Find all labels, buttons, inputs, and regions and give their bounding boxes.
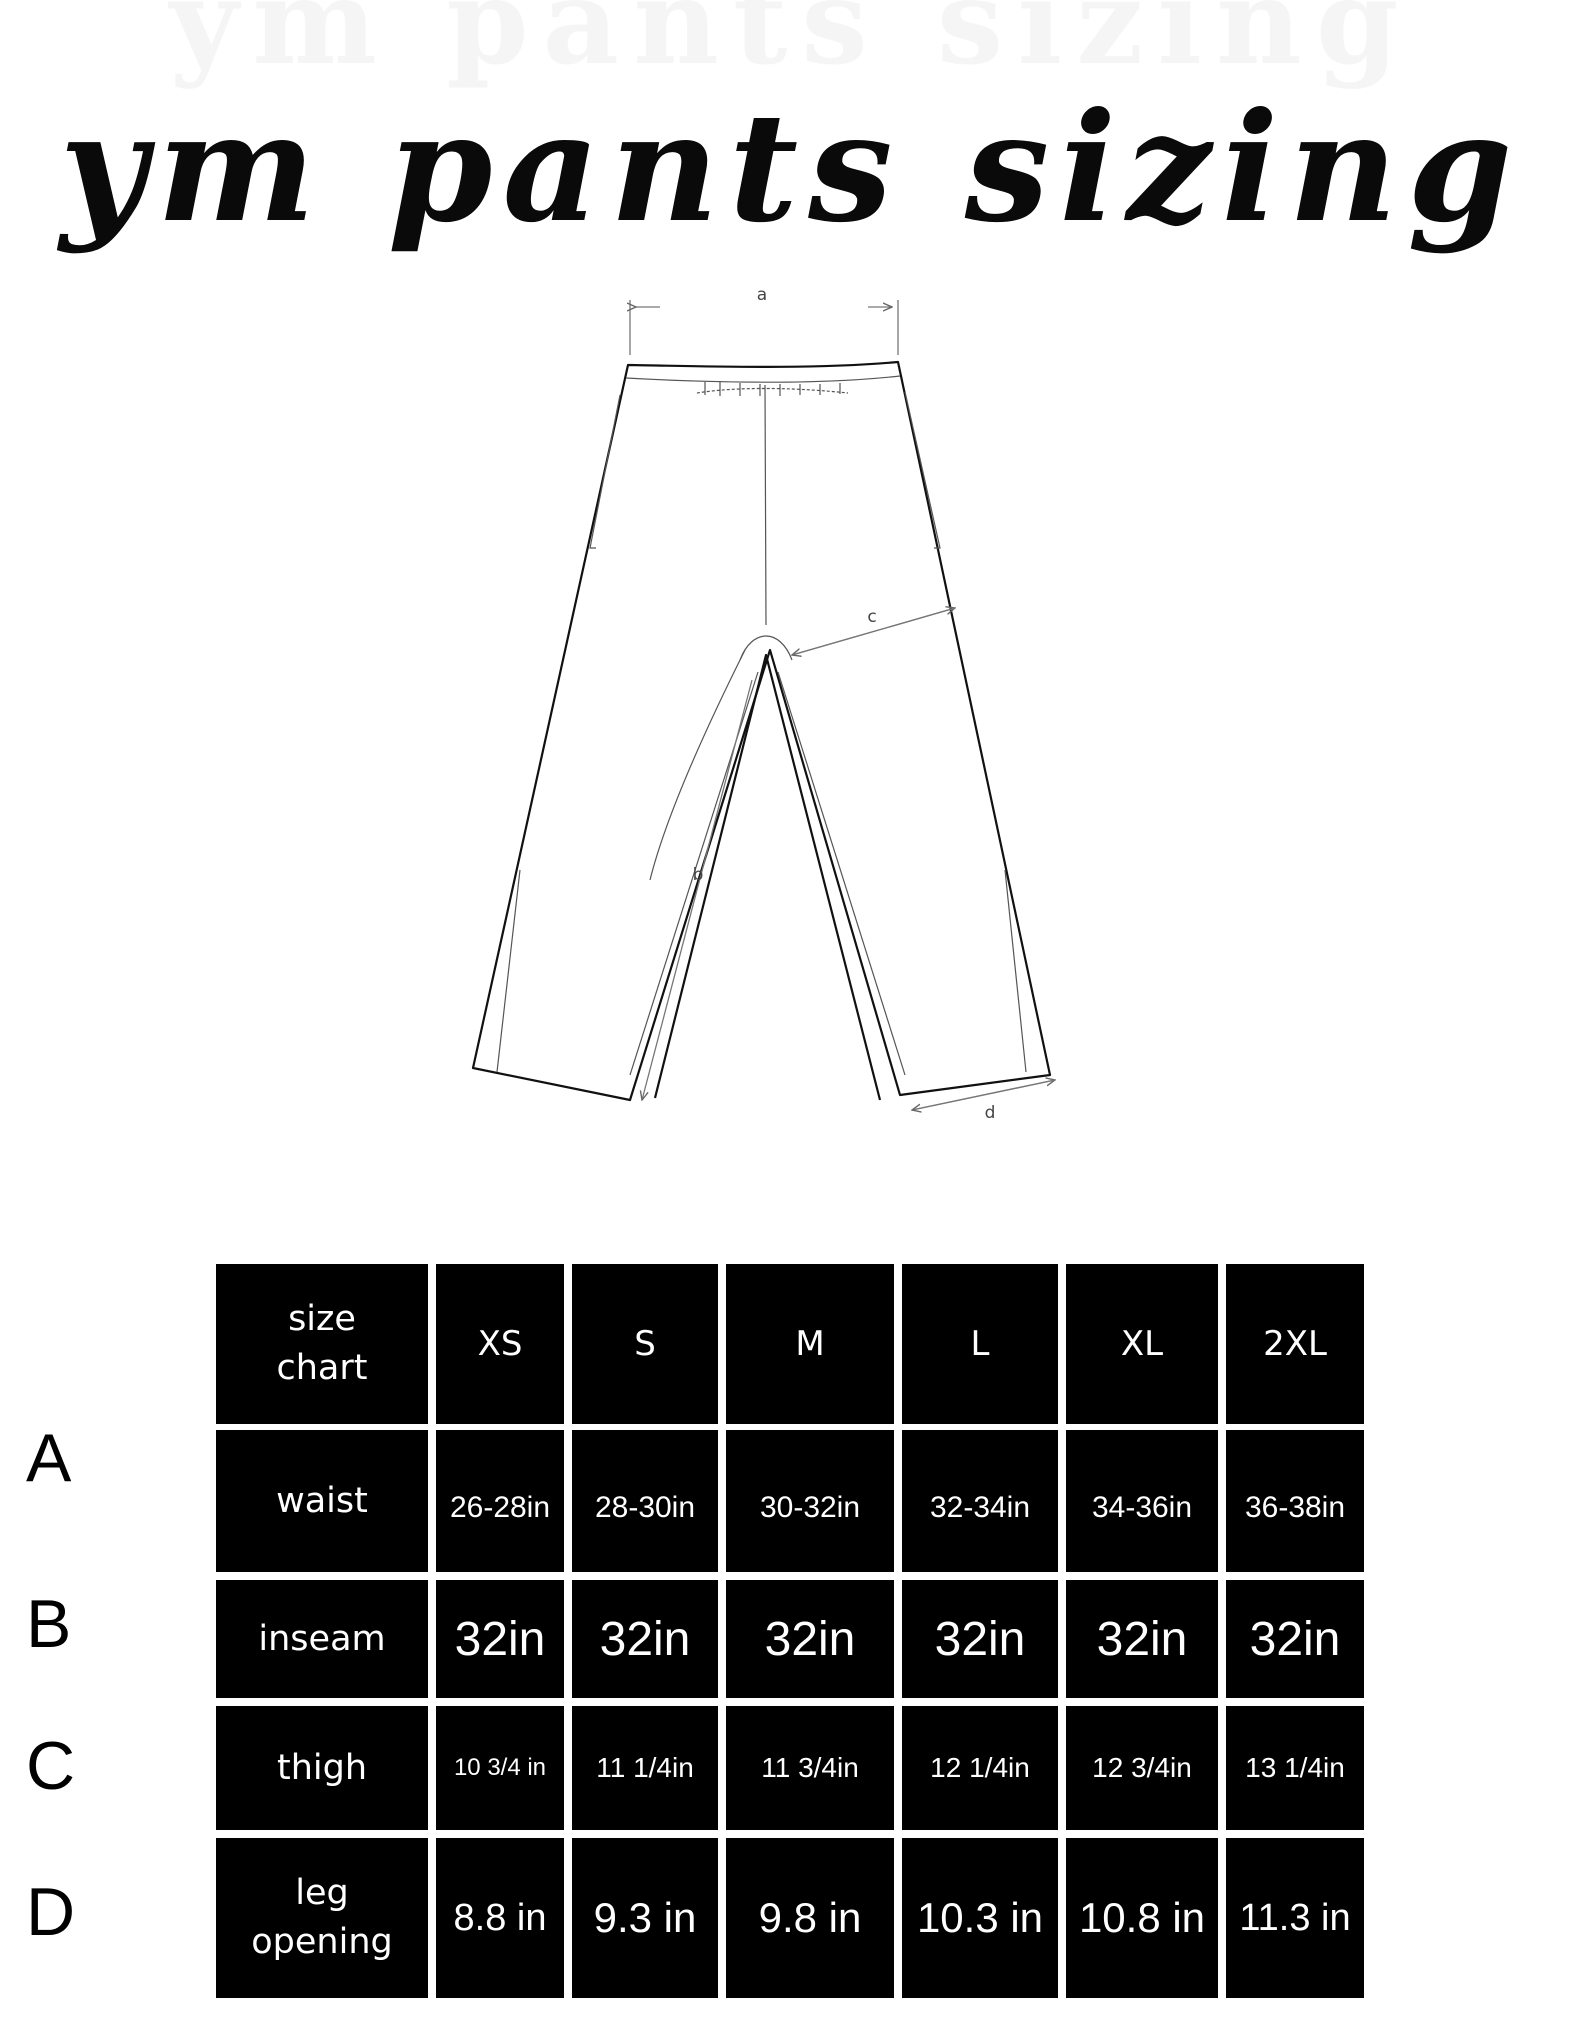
left-pocket xyxy=(590,395,620,548)
leg-opening-l: 10.3 in xyxy=(902,1838,1058,1998)
size-header-l: L xyxy=(902,1264,1058,1424)
thigh-m: 11 3/4in xyxy=(726,1706,894,1830)
row-letter-b: B xyxy=(26,1586,72,1662)
left-side-panel xyxy=(497,870,520,1072)
leg-opening-xl: 10.8 in xyxy=(1066,1838,1218,1998)
size-header-m: M xyxy=(726,1264,894,1424)
waistband-line xyxy=(626,376,900,382)
inseam-2xl: 32in xyxy=(1226,1580,1364,1698)
crotch-inner-line xyxy=(655,655,880,1100)
size-header-xl: XL xyxy=(1066,1264,1218,1424)
inseam-xl: 32in xyxy=(1066,1580,1218,1698)
size-header-2xl: 2XL xyxy=(1226,1264,1364,1424)
dim-label-d: d xyxy=(984,1103,996,1123)
inseam-l: 32in xyxy=(902,1580,1058,1698)
center-seam xyxy=(765,385,766,625)
row-letter-a: A xyxy=(26,1420,72,1496)
inseam-s: 32in xyxy=(572,1580,718,1698)
thigh-xs: 10 3/4 in xyxy=(436,1706,564,1830)
waist-2xl: 36-38in xyxy=(1226,1430,1364,1572)
waist-s: 28-30in xyxy=(572,1430,718,1572)
row-label-inseam: inseam xyxy=(216,1580,428,1698)
leg-opening-2xl: 11.3 in xyxy=(1226,1838,1364,1998)
row-letter-d: D xyxy=(26,1874,76,1950)
dim-label-a: a xyxy=(756,285,768,305)
row-label-waist: waist xyxy=(216,1430,428,1572)
row-label-thigh: thigh xyxy=(216,1706,428,1830)
pants-outline xyxy=(473,362,1050,1100)
thigh-s: 11 1/4in xyxy=(572,1706,718,1830)
right-side-panel xyxy=(1005,870,1026,1072)
thigh-l: 12 1/4in xyxy=(902,1706,1058,1830)
pants-diagram xyxy=(440,270,1140,1130)
dim-label-c: c xyxy=(867,607,877,627)
inseam-m: 32in xyxy=(726,1580,894,1698)
inseam-xs: 32in xyxy=(436,1580,564,1698)
waist-xl: 34-36in xyxy=(1066,1430,1218,1572)
page-title: ym pants sizing xyxy=(59,80,1523,256)
leg-opening-xs: 8.8 in xyxy=(436,1838,564,1998)
thigh-2xl: 13 1/4in xyxy=(1226,1706,1364,1830)
row-label-leg-opening: leg opening xyxy=(216,1838,428,1998)
waist-l: 32-34in xyxy=(902,1430,1058,1572)
leg-opening-s: 9.3 in xyxy=(572,1838,718,1998)
size-header-xs: XS xyxy=(436,1264,564,1424)
size-chart-header-label: size chart xyxy=(216,1264,428,1424)
thigh-xl: 12 3/4in xyxy=(1066,1706,1218,1830)
size-header-s: S xyxy=(572,1264,718,1424)
waist-xs: 26-28in xyxy=(436,1430,564,1572)
leg-opening-m: 9.8 in xyxy=(726,1838,894,1998)
right-pocket xyxy=(905,392,940,548)
row-letter-c: C xyxy=(26,1728,76,1804)
dim-label-b: b xyxy=(692,865,704,885)
waist-m: 30-32in xyxy=(726,1430,894,1572)
